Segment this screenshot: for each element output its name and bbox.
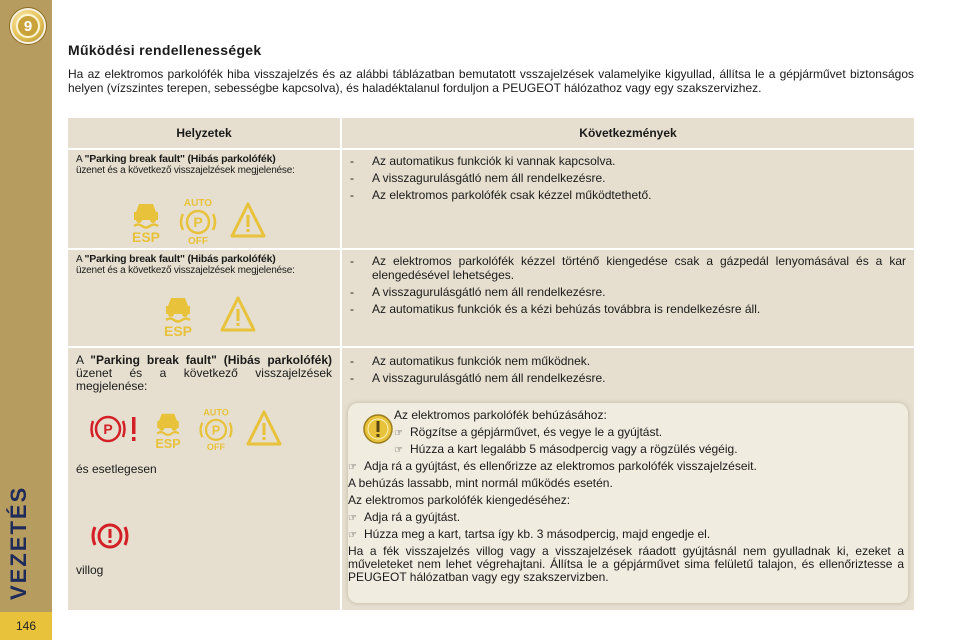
situation-text (68, 150, 340, 176)
consequence-list (342, 150, 914, 202)
list-item: - A visszagurulásgátló nem áll rendelkezésre. (350, 285, 606, 299)
optional-label: és esetlegesen (76, 462, 157, 476)
procedure-note (348, 403, 908, 603)
warning-triangle-icon (246, 409, 282, 454)
slow-note: A behúzás lassabb, mint normál működés esetén. (348, 476, 613, 490)
situation-text (68, 250, 340, 276)
header-situations: Helyzetek (68, 118, 340, 148)
svg-text:OFF: OFF (188, 236, 208, 246)
auto-park-off-icon (176, 196, 220, 251)
svg-text:AUTO: AUTO (183, 198, 213, 209)
list-item: - Az automatikus funkciók ki vannak kapcsolva. (350, 154, 616, 168)
warning-triangle-icon (230, 201, 266, 246)
svg-text:ESP: ESP (155, 436, 181, 451)
situation-description: üzenet és a következő visszajelzések megjelenése: (76, 366, 332, 393)
optional-icon-group (90, 516, 140, 561)
indicator-icons (90, 404, 292, 459)
release-title: Az elektromos parkolófék kiengedéséhez: (348, 493, 571, 507)
hand-pointer-icon: ☞ (394, 428, 403, 439)
header-consequences: Következmények (342, 118, 914, 148)
release-step-2: ☞ Húzza meg a kart, tartsa így kb. 3 másodpercig, majd engedje el. (348, 527, 711, 541)
row-3-situation (68, 348, 340, 610)
svg-text:ESP: ESP (131, 229, 161, 244)
svg-text:AUTO: AUTO (203, 407, 229, 418)
situation-prefix: A (76, 254, 85, 265)
warning-triangle-icon (220, 295, 256, 340)
svg-text:P: P (103, 421, 113, 437)
attention-icon (362, 413, 394, 450)
list-item: - Az automatikus funkciók és a kézi behúzás továbbra is rendelkezésre áll. (350, 302, 761, 316)
check-step: ☞ Adja rá a gyújtást, és ellenőrizze az elektromos parkolófék visszajelzéseit. (348, 459, 757, 473)
brake-warning-icon (90, 516, 130, 561)
list-item: - Az elektromos parkolófék csak kézzel működtethető. (350, 188, 652, 202)
hand-pointer-icon: ☞ (348, 530, 357, 541)
chapter-title: VEZETÉS (6, 485, 31, 600)
row-1-consequences (342, 150, 914, 248)
chapter-number: 9 (16, 14, 40, 38)
hand-pointer-icon: ☞ (348, 462, 357, 473)
intro-paragraph: Ha az elektromos parkolófék hiba visszajelzés és az alábbi táblázatban bemutatott vsszajelzések valamelyike kigyullad, állítsa le a gépjárművet biztonságos helyen (vízszintes terepen, sebességbe kapcsolva), és haladéktalanul forduljon a PEUGEOT hálózathoz vagy egy szakszervizhez. (68, 67, 914, 95)
svg-text:ESP: ESP (163, 323, 193, 338)
esp-warning-icon (150, 406, 186, 457)
indicator-icons (126, 196, 276, 251)
row-1-situation (68, 150, 340, 248)
list-item: - Az automatikus funkciók nem működnek. (350, 354, 591, 368)
chapter-badge (10, 8, 46, 44)
row-2-situation (68, 250, 340, 346)
situation-description: üzenet és a következő visszajelzések megjelenése: (76, 265, 295, 276)
esp-warning-icon (158, 292, 198, 343)
row-2-consequences (342, 250, 914, 346)
svg-text:P: P (211, 422, 221, 438)
park-brake-fault-icon (90, 409, 140, 454)
list-item: - Az elektromos parkolófék kézzel történő kiengedése csak a gázpedál lenyomásával és a kar elengedésével lehetséges. (350, 254, 906, 282)
apply-title: Az elektromos parkolófék behúzásához: (394, 408, 607, 422)
release-step-1: ☞ Adja rá a gyújtást. (348, 510, 461, 524)
situation-prefix: A (76, 154, 85, 165)
hand-pointer-icon: ☞ (394, 445, 403, 456)
fault-message: "Parking break fault" (Hibás parkolófék) (84, 153, 276, 165)
list-item: - A visszagurulásgátló nem áll rendelkezésre. (350, 171, 606, 185)
situation-text (68, 348, 340, 393)
situation-description: üzenet és a következő visszajelzések megjelenése: (76, 165, 295, 176)
fault-message: "Parking break fault" (Hibás parkolófék) (90, 353, 333, 367)
page-number: 146 (0, 612, 52, 640)
apply-step-2: ☞ Húzza a kart legalább 5 másodpercig vagy a rögzülés végéig. (394, 442, 738, 456)
blink-label: villog (76, 563, 104, 577)
list-item: - A visszagurulásgátló nem áll rendelkezésre. (350, 371, 606, 385)
svg-text:P: P (193, 214, 203, 230)
situation-prefix: A (76, 353, 91, 367)
apply-step-1: ☞ Rögzítse a gépjárművet, és vegye le a gyújtást. (394, 425, 663, 439)
hand-pointer-icon: ☞ (348, 513, 357, 524)
indicator-icons (158, 292, 266, 343)
final-warning: Ha a fék visszajelzés villog vagy a visszajelzések ráadott gyújtásnál nem gyulladnak ki, ezeket a műveleteket nem lehet végrehajtani. Állítsa le a gépjárművet sima felületű talajon, és ellenőriztesse a PEUGEOT hálózatban vagy egy szakszervizben. (348, 544, 904, 584)
chapter-sidebar (0, 0, 52, 640)
auto-park-off-icon (196, 404, 236, 459)
consequence-list (342, 250, 914, 316)
esp-warning-icon (126, 198, 166, 249)
fault-message: "Parking break fault" (Hibás parkolófék) (84, 253, 276, 265)
svg-text:OFF: OFF (206, 441, 226, 452)
row-3-consequences (342, 348, 914, 610)
fault-table (68, 118, 914, 610)
section-title: Működési rendellenességek (68, 42, 262, 58)
consequence-list (342, 348, 914, 385)
